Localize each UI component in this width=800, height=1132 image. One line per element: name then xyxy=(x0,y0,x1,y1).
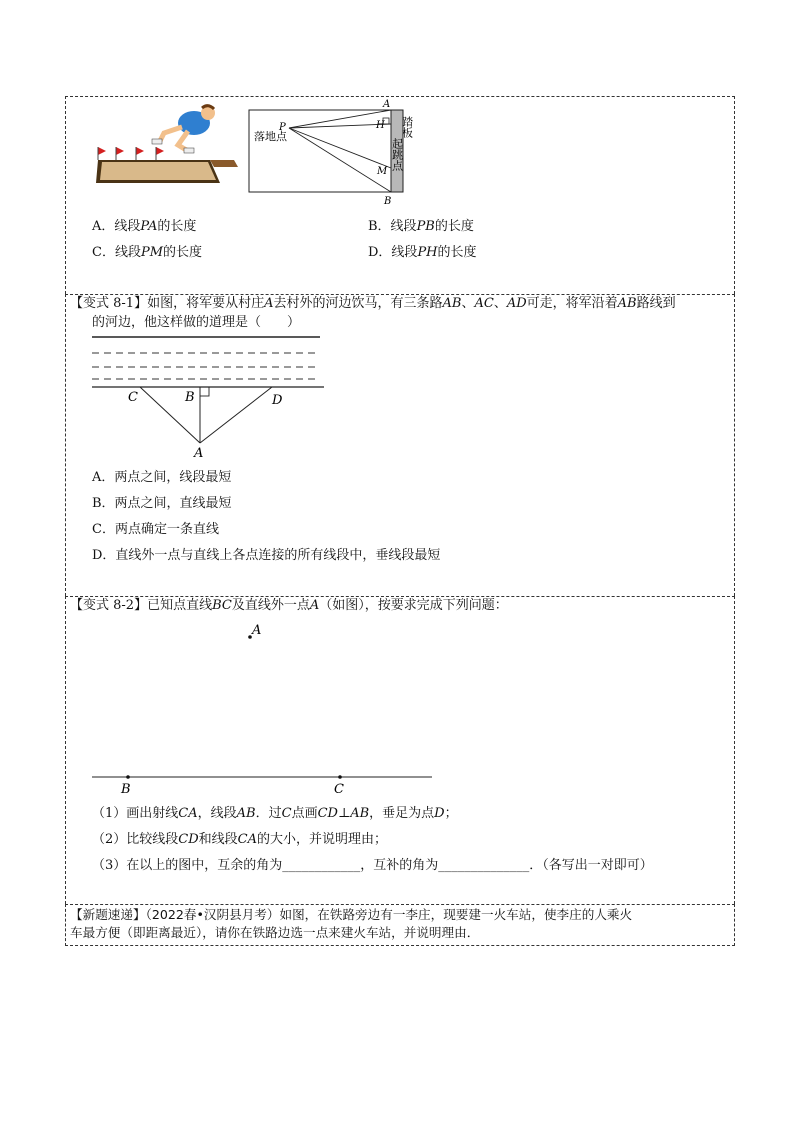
q2-option-c: C．两点确定一条直线 xyxy=(92,522,219,537)
option-b: B．线段PB的长度 xyxy=(368,219,474,234)
q3-item-1: （1）画出射线CA，线段AB．过C点画CD⊥AB，垂足为点D； xyxy=(92,806,458,821)
long-jump-diagram xyxy=(245,98,415,208)
q2-option-a: A．两点之间，线段最短 xyxy=(92,470,232,485)
q2-stem-line2: 的河边，他这样做的道理是（ ） xyxy=(92,315,301,330)
river-diagram xyxy=(88,330,328,460)
label-C: C xyxy=(334,782,344,797)
option-a: A．线段PA的长度 xyxy=(92,219,197,234)
label-H: H xyxy=(376,120,385,131)
q2-option-d: D．直线外一点与直线上各点连接的所有线段中，垂线段最短 xyxy=(92,548,441,563)
long-jump-illustration xyxy=(92,105,242,185)
q2-stem-line1: 【变式 8-1】如图，将军要从村庄A去村外的河边饮马，有三条路AB、AC、AD可走，将军沿着AB路线到 xyxy=(70,296,676,311)
point-line-diagram xyxy=(88,620,438,800)
option-c: C．线段PM的长度 xyxy=(92,245,203,260)
label-B: B xyxy=(384,196,392,207)
q4-stem-line2: 车最方便（即距离最近），请你在铁路边选一点来建火车站，并说明理由． xyxy=(70,925,480,940)
label-D: D xyxy=(272,393,283,408)
q3-stem: 【变式 8-2】已知点直线BC及直线外一点A（如图），按要求完成下列问题： xyxy=(70,598,508,613)
answer-blank-supplementary[interactable]: ______________ xyxy=(438,858,530,873)
q2-option-b: B．两点之间，直线最短 xyxy=(92,496,232,511)
label-landing: 落地点 xyxy=(254,130,287,143)
label-P: P xyxy=(279,122,286,133)
label-board: 踏板 xyxy=(400,116,414,138)
label-A: A xyxy=(252,623,262,638)
label-M: M xyxy=(377,166,388,177)
label-B: B xyxy=(121,782,131,797)
label-A: A xyxy=(194,446,204,461)
q3-item-3: （3）在以上的图中，互余的角为____________，互补的角为______________．（各写出一对即可） xyxy=(92,858,653,873)
q4-stem-line1: 【新题速递】（2022春•汉阴县月考）如图，在铁路旁边有一李庄，现要建一火车站，使李庄的人乘火 xyxy=(70,907,633,922)
option-d: D．线段PH的长度 xyxy=(368,245,477,260)
label-A: A xyxy=(383,99,391,110)
label-C: C xyxy=(128,390,138,405)
label-takeoff: 起跳点 xyxy=(390,138,404,171)
label-B: B xyxy=(185,390,195,405)
q3-item-2: （2）比较线段CD和线段CA的大小，并说明理由； xyxy=(92,832,388,847)
answer-blank-complementary[interactable]: ____________ xyxy=(282,858,361,873)
